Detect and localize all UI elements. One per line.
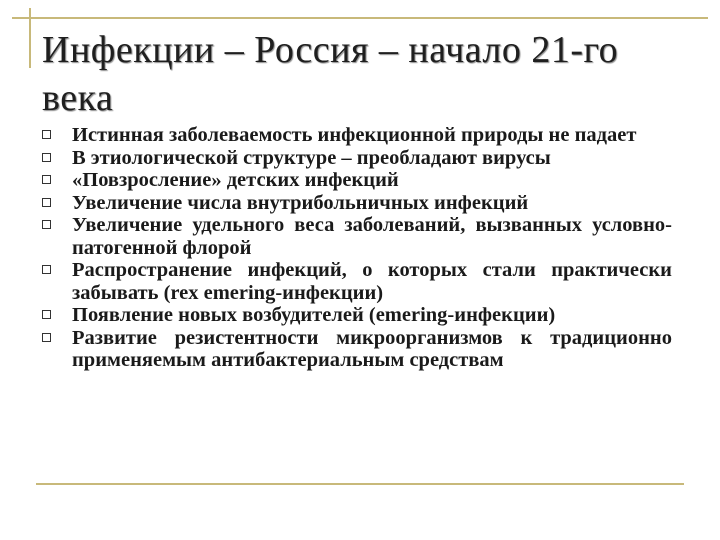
- bullet-item: [42, 147, 672, 170]
- bullet-text: Увеличение удельного веса заболеваний, вызванных условно-патогенной флорой: [72, 214, 672, 259]
- bullet-text: «Повзросление» детских инфекций: [72, 169, 399, 191]
- left-rule: [29, 8, 31, 68]
- hollow-square-bullet-icon: [42, 130, 51, 139]
- bottom-rule: [36, 483, 684, 485]
- bullet-text: Появление новых возбудителей (emering-инфекции): [72, 304, 556, 326]
- bullet-text: В этиологической структуре – преобладают вирусы: [72, 146, 551, 169]
- bullet-text: Распространение инфекций, о которых стали практически забывать (rex emering-инфекции): [72, 259, 672, 304]
- bullet-item: [42, 169, 672, 192]
- hollow-square-bullet-icon: [42, 198, 51, 207]
- bullet-text: Увеличение числа внутрибольничных инфекций: [72, 191, 529, 214]
- bullet-text: Развитие резистентности микроорганизмов к традиционно применяемым антибактериальным средствам: [72, 326, 672, 371]
- hollow-square-bullet-icon: [42, 333, 51, 342]
- bullet-item: [42, 327, 672, 372]
- bullet-item: [42, 304, 672, 327]
- hollow-square-bullet-icon: [42, 153, 51, 162]
- bullet-list: [42, 124, 672, 372]
- bullet-text: Истинная заболеваемость инфекционной природы не падает: [72, 124, 637, 146]
- hollow-square-bullet-icon: [42, 310, 51, 319]
- bullet-item: [42, 192, 672, 215]
- hollow-square-bullet-icon: [42, 265, 51, 274]
- hollow-square-bullet-icon: [42, 220, 51, 229]
- top-rule: [12, 17, 708, 19]
- slide-title: Инфекции – Россия – начало 21-го века: [42, 29, 619, 119]
- bullet-item: [42, 259, 672, 304]
- bullet-item: [42, 214, 672, 259]
- bullet-item: [42, 124, 672, 147]
- hollow-square-bullet-icon: [42, 175, 51, 184]
